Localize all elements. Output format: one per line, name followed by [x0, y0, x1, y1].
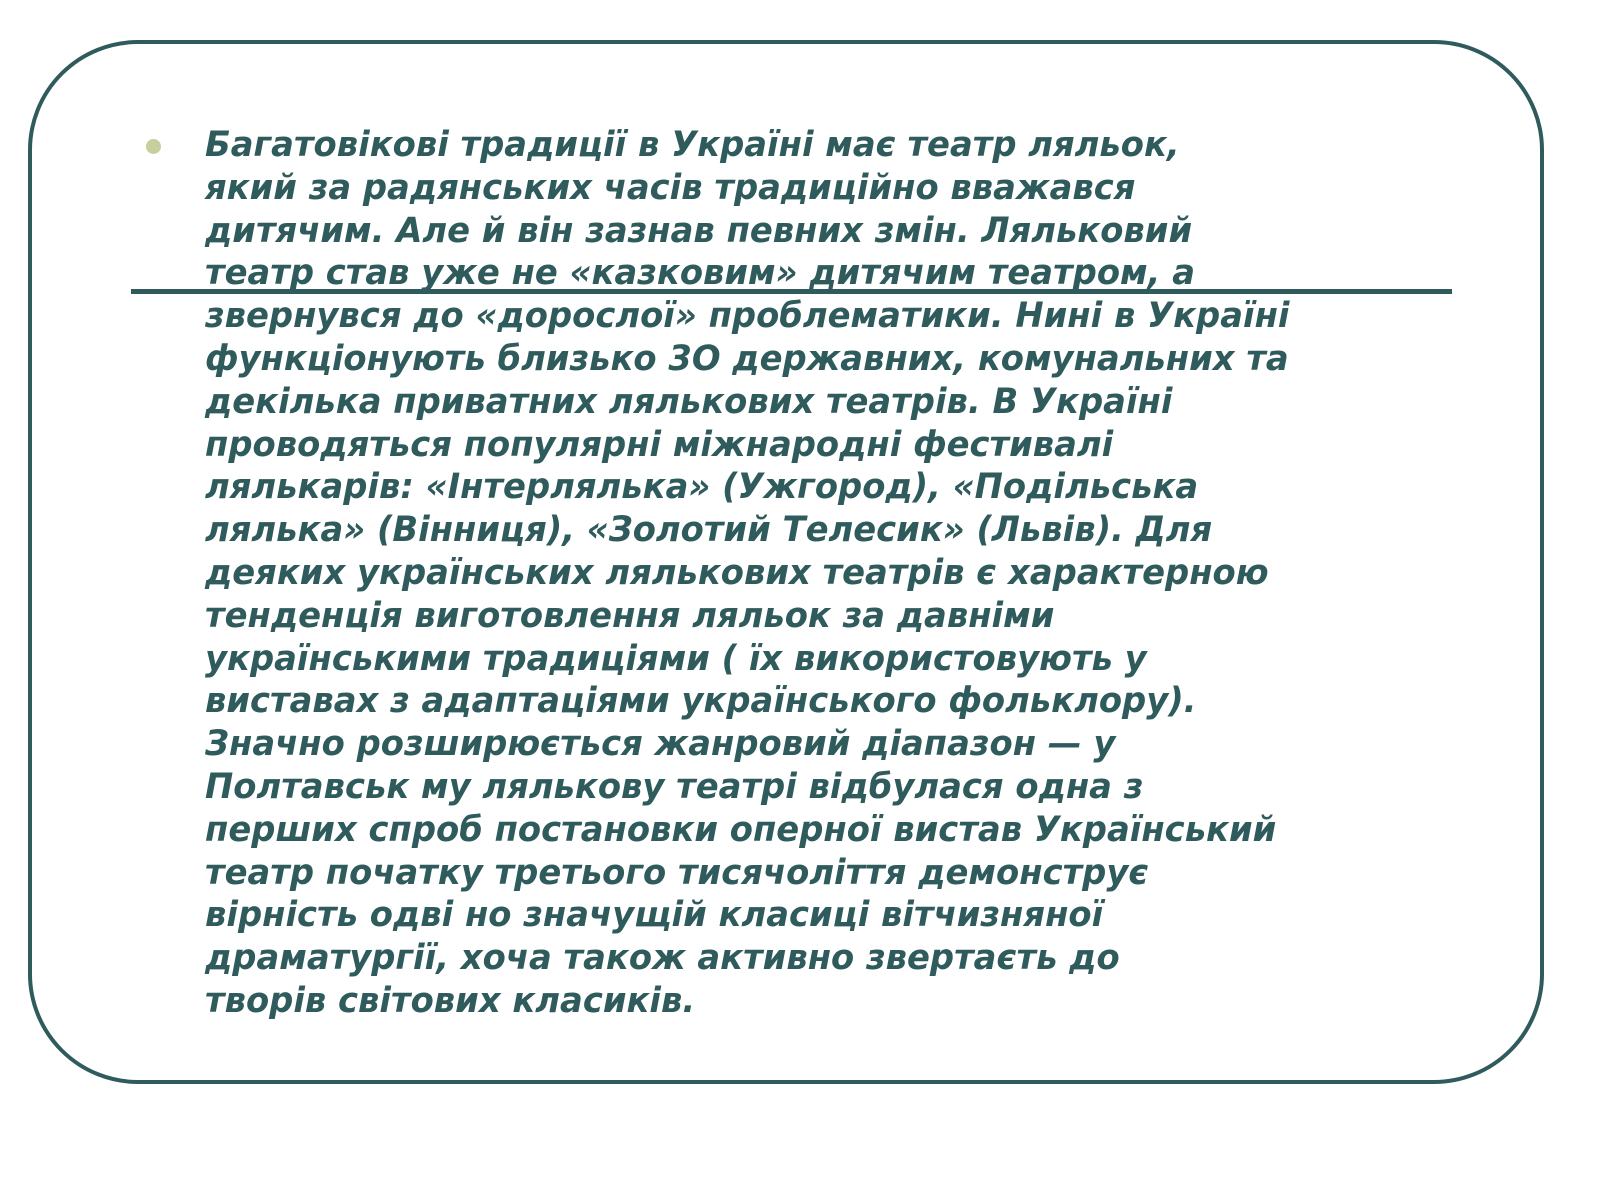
- bullet-icon: [146, 139, 161, 154]
- slide-body-text: Багатовікові традиції в Україні має театр ляльок, який за радянських часів традиційно вважався дитячим. Але й він зазнав певних змін. Ляльковий театр став уже не «казковим» дитячим театром, а звернувся до «дорослої» проблематики. Нині в Україні функціонують близько 3О державних, комунальних та декілька приватних лялькових театрів. В Україні проводяться популярні міжнародні фестивалі лялькарів: «Інтерлялька» (Ужгород), «Подільська лялька» (Вінниця), «Золотий Телесик» (Львів). Для деяких українських лялькових театрів є характерною тенденція виготовлення ляльок за давніми українськими традиціями ( їх використовують у виставах з адаптаціями українського фольклору). Значно розширюється жанровий діапазон — у Полтавськ му лялькову театрі відбулася одна з перших спроб постановки оперної вистав Український театр початку третього тисячоліття демонструє вірність одві но значущій класиці вітчизняної драматургії, хоча також активно звертаєть до творів світових класиків.: [205, 125, 1290, 1021]
